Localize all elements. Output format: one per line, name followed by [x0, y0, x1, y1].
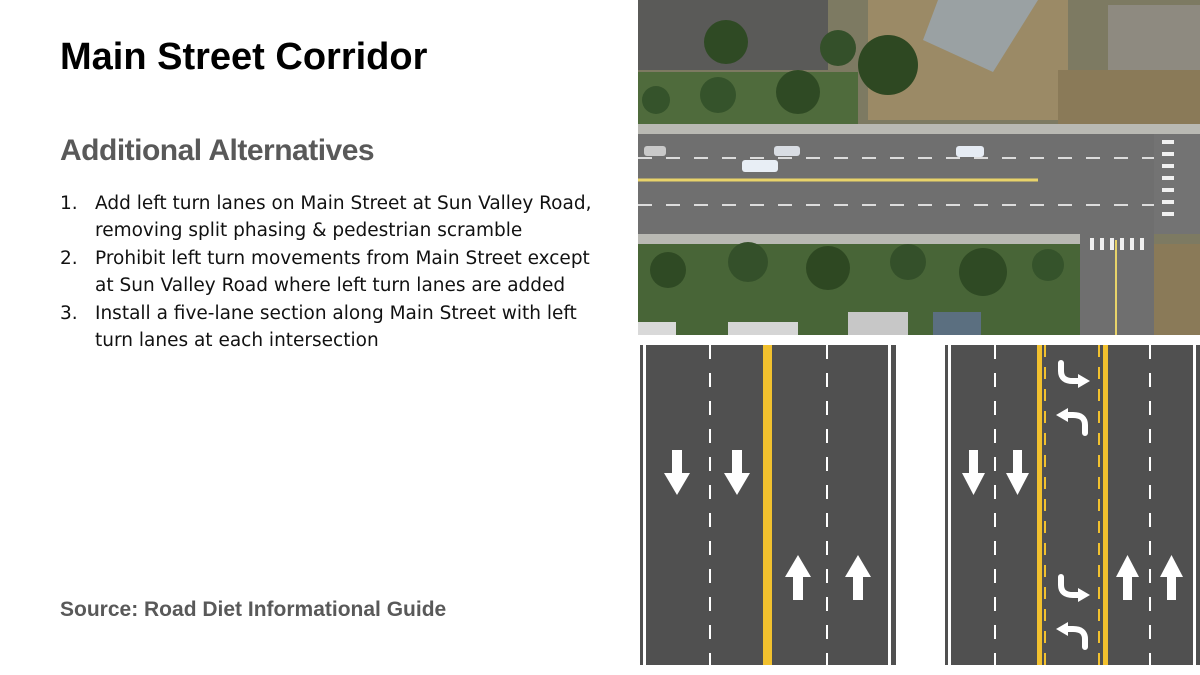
alternative-text: Add left turn lanes on Main Street at Sun Valley Road, removing split phasing & pedestrian scramble: [95, 193, 592, 241]
aerial-photo-icon: [638, 0, 1200, 335]
alternative-number: 2.: [60, 248, 78, 269]
slide-title: Main Street Corridor: [60, 36, 428, 78]
alternative-item-2: [60, 245, 600, 299]
alternative-number: 1.: [60, 193, 78, 214]
alternative-item-1: [60, 190, 600, 244]
alternatives-list: [60, 190, 600, 355]
section-subtitle: Additional Alternatives: [60, 134, 375, 167]
alternative-text: Install a five-lane section along Main Street with left turn lanes at each intersection: [95, 303, 577, 351]
alternative-item-3: [60, 300, 600, 354]
alternative-number: 3.: [60, 303, 78, 324]
five-lane-road-with-turn-lane-icon: [945, 345, 1200, 665]
alternative-text: Prohibit left turn movements from Main Street except at Sun Valley Road where left turn lanes are added: [95, 248, 590, 296]
four-lane-road-icon: [640, 345, 896, 665]
source-citation: Source: Road Diet Informational Guide: [60, 598, 447, 621]
